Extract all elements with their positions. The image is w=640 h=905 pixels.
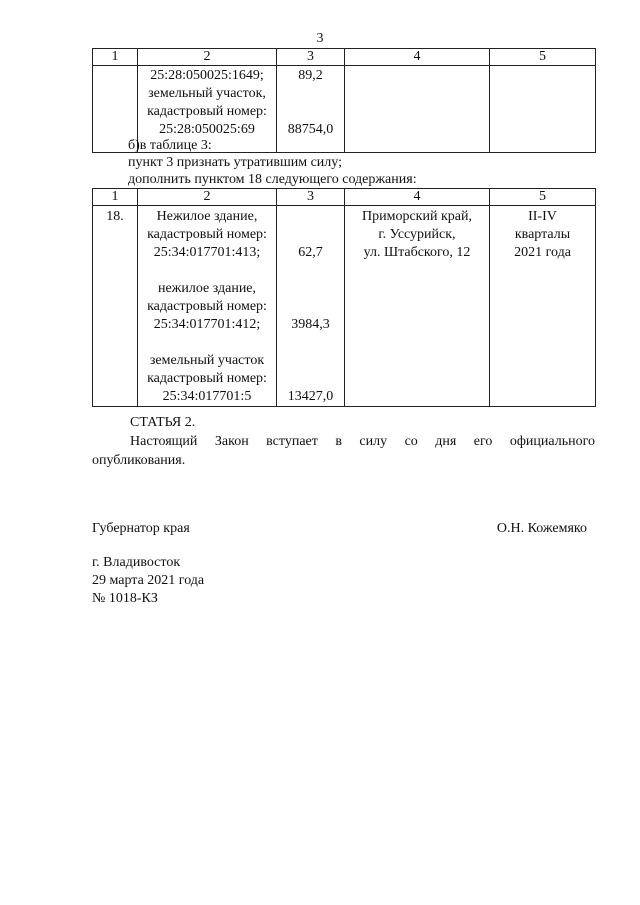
object-line: нежилое здание,	[157, 281, 257, 296]
object-line: земельный участок,	[148, 86, 266, 101]
cell-location	[345, 66, 490, 153]
paragraph-item3: пункт 3 признать утратившим силу;	[128, 155, 342, 170]
area-value: 88754,0	[287, 122, 334, 137]
object-line: кадастровый номер:	[147, 371, 267, 386]
object-line: 25:28:050025:1649;	[150, 68, 264, 83]
footer-city: г. Владивосток	[92, 555, 181, 570]
header-cell: 5	[490, 49, 596, 66]
object-line: кадастровый номер:	[147, 299, 267, 314]
header-cell: 4	[345, 189, 490, 206]
cell-objects	[138, 206, 277, 407]
cell-area	[277, 66, 345, 153]
term-line: кварталы	[514, 227, 571, 242]
object-line: кадастровый номер:	[147, 227, 267, 242]
object-line: 25:34:017701:413;	[153, 245, 261, 260]
object-line: Нежилое здание,	[156, 209, 258, 224]
location-line: ул. Штабского, 12	[363, 245, 471, 260]
header-cell: 3	[277, 189, 345, 206]
paragraph-b-table3: б)в таблице 3:	[128, 138, 212, 153]
object-line: земельный участок	[149, 353, 265, 368]
header-cell: 4	[345, 49, 490, 66]
location-line: Приморский край,	[362, 209, 472, 224]
object-line: 25:34:017701:5	[162, 389, 252, 404]
area-value: 3984,3	[291, 317, 330, 332]
cell-areas	[277, 206, 345, 407]
table-header-row	[93, 189, 596, 206]
footer-date: 29 марта 2021 года	[92, 573, 205, 588]
header-cell: 3	[277, 49, 345, 66]
table-header-row	[93, 49, 596, 66]
signature-position: Губернатор края	[92, 521, 190, 536]
cell-term	[490, 206, 596, 407]
article-text: Настоящий Закон вступает в силу со дня его официального	[130, 434, 595, 449]
object-line: кадастровый номер:	[147, 104, 267, 119]
header-cell: 5	[490, 189, 596, 206]
cell-num: 18.	[93, 206, 138, 407]
location-line: г. Уссурийск,	[378, 227, 456, 242]
area-value: 89,2	[298, 68, 323, 83]
header-cell: 2	[138, 49, 277, 66]
cell-term	[490, 66, 596, 153]
cell-location	[345, 206, 490, 407]
object-line: 25:34:017701:412;	[153, 317, 261, 332]
header-cell: 1	[93, 189, 138, 206]
term-line: II-IV	[528, 209, 557, 224]
table-row	[93, 206, 596, 407]
object-line: 25:28:050025:69	[159, 122, 255, 137]
header-cell: 1	[93, 49, 138, 66]
area-value: 13427,0	[287, 389, 334, 404]
table-item-18	[92, 188, 596, 407]
area-value: 62,7	[298, 245, 323, 260]
footer-number: № 1018-КЗ	[92, 591, 158, 606]
term-line: 2021 года	[514, 245, 571, 260]
page-number: 3	[316, 31, 324, 46]
paragraph-add18: дополнить пунктом 18 следующего содержания:	[128, 172, 417, 187]
signature-name: О.Н. Кожемяко	[496, 521, 587, 536]
article-text-continuation: опубликования.	[92, 453, 186, 468]
article-title: СТАТЬЯ 2.	[130, 415, 196, 430]
header-cell: 2	[138, 189, 277, 206]
